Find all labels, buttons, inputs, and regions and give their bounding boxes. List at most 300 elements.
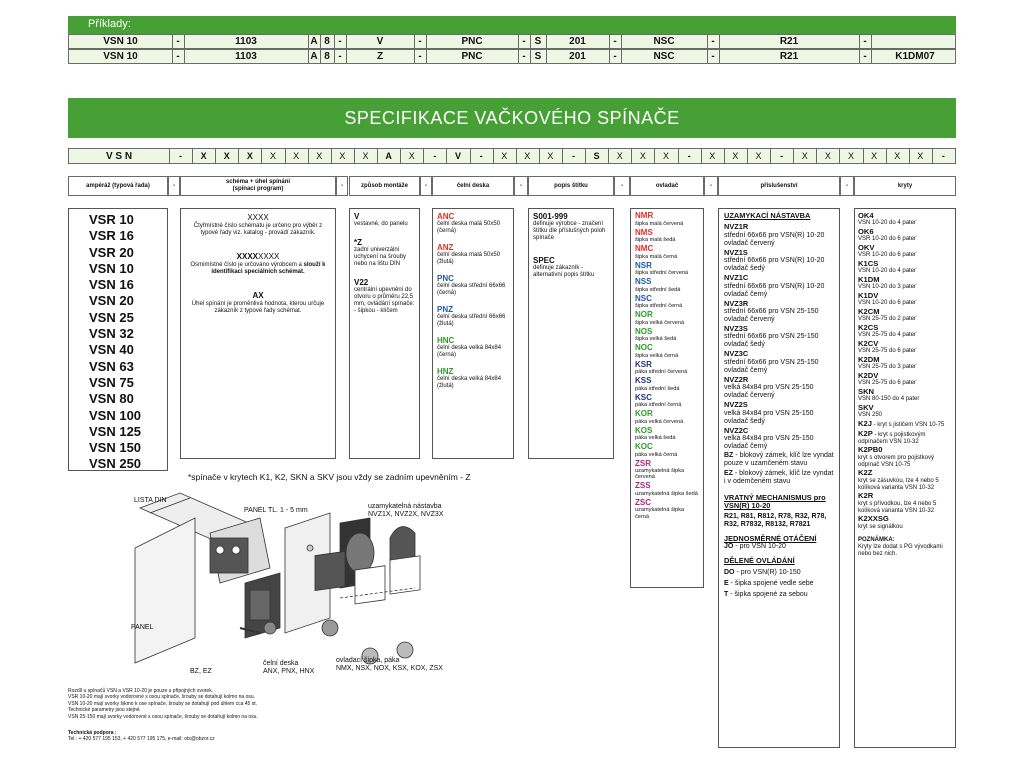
- handle-code: KOC: [635, 442, 653, 451]
- plate-text: čelní deska malá 50x50 (černá): [437, 221, 501, 234]
- header-cell: příslušenství: [718, 176, 840, 196]
- lock-text: velká 84x84 pro VSN 25-150 ovladač šedý: [724, 409, 814, 425]
- handle-plate-1: [315, 551, 345, 590]
- example-cell: 8: [324, 51, 330, 62]
- example-cell: VSN 10: [103, 36, 138, 47]
- dc-title: JEDNOSMĚRNÉ OTÁČENÍ: [724, 533, 817, 543]
- cover-item: [858, 372, 952, 387]
- cover-item: [858, 492, 952, 514]
- handle-item: [635, 377, 699, 392]
- size-item: VSN 125: [89, 423, 142, 439]
- header-cell: ampéráž (typová řada): [68, 176, 168, 196]
- handle-text: uzamykatelná šipka červená: [635, 468, 685, 481]
- label-handle-codes: NMX, NSX, NOX, KSX, KOX, ZSX: [336, 665, 443, 672]
- schema-text-8a: Osmimístné číslo je určováno výrobcem a: [190, 261, 304, 268]
- handle-text: páka velká šedá: [635, 435, 676, 441]
- cover-text: VSN 25-75 do 2 pater: [858, 316, 917, 323]
- mount-item: [354, 212, 415, 228]
- cover-code: K2R: [858, 491, 874, 501]
- cover-code: OKV: [858, 243, 875, 252]
- handle-code: KSR: [635, 359, 652, 369]
- plate-code: PNZ: [437, 305, 453, 314]
- handle-item: [635, 245, 699, 260]
- notes-block: [68, 688, 368, 720]
- code-cell: A: [385, 151, 392, 161]
- handle-text: šipka velká černá: [635, 352, 679, 359]
- example-cell: R21: [779, 36, 799, 47]
- examples-header: [68, 16, 956, 34]
- cover-text: VSN 250: [858, 412, 883, 419]
- handle-text: uzamykatelná šipka šedá: [635, 490, 698, 497]
- example-cell: -: [176, 36, 180, 47]
- ez-code: EZ: [724, 470, 733, 478]
- label-code: SPEC: [533, 256, 555, 265]
- plate-code: ANC: [437, 212, 455, 221]
- lock-code: NVZ1C: [724, 273, 749, 283]
- cover-code: K2PB0: [858, 445, 883, 455]
- example-row: [68, 49, 956, 64]
- cover-text: kryt se zásuvkou, lze 4 nebo 5 kolíková varianta VSN 10-32: [858, 477, 939, 491]
- lock-item: [724, 350, 834, 374]
- size-item: VSN 100: [89, 407, 142, 423]
- examples-title: Příklady:: [88, 18, 131, 30]
- label-bz-ez: BZ, EZ: [190, 668, 212, 675]
- label-lockable-codes: NVZ1X, NVZ2X, NVZ3X: [368, 511, 444, 518]
- div-item: [724, 569, 834, 577]
- handle-text: šipka malá červená: [635, 220, 684, 227]
- return-title: VRATNÝ MECHANISMUS pro VSN(R) 10-20: [724, 493, 826, 511]
- div-text: - pro VSN(R) 10-150: [734, 568, 801, 576]
- label-item: [533, 212, 609, 242]
- handle-code: ZSC: [635, 497, 651, 507]
- code-cell: X: [639, 151, 646, 161]
- header-cell: ovladač: [630, 176, 704, 196]
- handle-code: NMR: [635, 211, 654, 220]
- lock-text: střední 66x66 pro VSN(R) 10-20 ovladač černý: [724, 282, 825, 298]
- cover-item: [858, 340, 952, 355]
- size-item: VSN 20: [89, 293, 134, 309]
- cover-text: VSR 10-20 do 6 pater: [858, 236, 917, 243]
- handle-code: KSS: [635, 376, 652, 385]
- schema-code-8: [187, 252, 329, 261]
- handle-item: [635, 482, 699, 497]
- code-cell: S: [593, 151, 600, 161]
- code-cell: X: [547, 151, 554, 161]
- dc-code: JO: [724, 543, 734, 551]
- plate-item: [437, 212, 509, 235]
- code-cell: V S N: [105, 150, 133, 162]
- cover-code: K2DM: [858, 355, 880, 364]
- label-column: [528, 208, 614, 459]
- example-cell: 1103: [235, 36, 257, 47]
- lock-item: [724, 427, 834, 451]
- handle-code: NOR: [635, 310, 653, 319]
- example-cell: NSC: [653, 51, 675, 62]
- cover-text: VSN 80-150 do 4 pater: [858, 396, 920, 403]
- handle-code: NOC: [635, 343, 653, 352]
- header-cell: -: [840, 176, 854, 196]
- div-text: - šipka spojené za sebou: [728, 590, 808, 598]
- covers-column: [854, 208, 956, 748]
- size-item: VSN 40: [89, 342, 134, 358]
- code-cell: X: [709, 151, 716, 161]
- lock-item: [724, 223, 834, 247]
- cover-item: [858, 276, 952, 291]
- code-cell: -: [479, 151, 483, 161]
- example-cell: A: [310, 51, 318, 62]
- handle-item: [635, 328, 699, 343]
- cover-text: VSR 10-20 do 6 pater: [858, 252, 917, 259]
- schema-code-8-rest: XXXX: [258, 251, 280, 261]
- plate-text: čelní deska velká 84x84 (černá): [437, 345, 502, 358]
- cover-code: K2CM: [858, 307, 880, 316]
- lock-text: střední 66x66 pro VSN(R) 10-20 ovladač červený: [724, 231, 825, 247]
- plate-item: [437, 243, 509, 266]
- example-cell: 1103: [235, 51, 257, 62]
- handle-item: [635, 410, 699, 425]
- lock-code: NVZ2C: [724, 425, 749, 435]
- size-item: VSN 10: [89, 260, 134, 276]
- label-lockable-attachment: uzamykatelná nástavba: [368, 503, 442, 510]
- cover-item: [858, 308, 952, 323]
- handle-column: [630, 208, 704, 588]
- div-item: [724, 591, 834, 599]
- example-cell: -: [613, 36, 617, 47]
- example-cell: -: [863, 51, 867, 62]
- mount-code: *Z: [354, 238, 362, 247]
- code-cell: X: [270, 151, 277, 161]
- cover-text: kryt s otvorem pro pojistkový odpínač VSN 10-75: [858, 454, 935, 468]
- div-code: E: [724, 579, 729, 587]
- code-cell: -: [780, 151, 784, 161]
- header-cell: způsob montáže: [349, 176, 420, 196]
- lock-item: [724, 249, 834, 273]
- handle-code: KOS: [635, 425, 653, 435]
- code-cell: -: [687, 151, 691, 161]
- cover-item: [858, 228, 952, 243]
- example-cell: 8: [324, 36, 330, 47]
- example-cell: -: [711, 36, 715, 47]
- cover-item: [858, 515, 952, 530]
- header-cell: -: [704, 176, 718, 196]
- code-cell: -: [572, 151, 576, 161]
- example-cell: -: [711, 51, 715, 62]
- schema-text-ax: Úhel spínání je proměnlivá hodnota, kterou určuje zákazník z typové řady schémat.: [191, 300, 325, 315]
- panel-left: [135, 518, 195, 663]
- lock-code: NVZ3R: [724, 298, 749, 308]
- div-code: DO: [724, 568, 735, 576]
- bz-text: - blokový zámek, klíč lze vyndat pouze v uzamčeném stavu: [724, 452, 834, 468]
- cover-text: kryt se signálkou: [858, 523, 903, 530]
- cover-code: K2CS: [858, 323, 879, 332]
- example-cell: -: [863, 36, 867, 47]
- cover-code: K1DM: [858, 275, 880, 284]
- code-cell: X: [663, 151, 670, 161]
- example-row: [68, 34, 956, 49]
- handle-plate-2: [355, 566, 385, 604]
- mount-text: vestavné, do panelu: [354, 221, 408, 227]
- example-cell: -: [338, 36, 342, 47]
- handle-code: NSC: [635, 293, 652, 303]
- lock-text: velká 84x84 pro VSN 25-150 ovladač červený: [724, 384, 814, 400]
- handle-text: páka střední černá: [635, 402, 682, 408]
- cover-code: K1DV: [858, 291, 879, 300]
- handle-item: [635, 262, 699, 277]
- lock-code: NVZ3S: [724, 324, 748, 334]
- mount-code: V: [354, 212, 360, 221]
- code-cell: -: [179, 151, 183, 161]
- code-cell: X: [755, 151, 762, 161]
- example-cell: PNC: [461, 36, 483, 47]
- plate-text: čelní deska střední 66x66 (černá): [437, 283, 506, 296]
- code-cell: X: [824, 151, 831, 161]
- plate-text: čelní deska střední 66x66 (žlutá): [437, 314, 506, 327]
- schema-code-ax: AX: [252, 290, 264, 300]
- cover-item: [858, 446, 952, 468]
- label-panel-thickness: PANEL TL. 1 - 5 mm: [244, 507, 308, 514]
- label-item: [533, 256, 609, 279]
- handle-text: páka střední šedá: [635, 385, 680, 392]
- header-cell: -: [514, 176, 528, 196]
- example-cell: -: [418, 51, 422, 62]
- plate-text: čelní deska velká 84x84 (žlutá): [437, 376, 502, 389]
- handle-text: páka střední červená: [635, 369, 688, 375]
- label-front-plate: čelní deska: [263, 660, 299, 667]
- cover-code: K2CV: [858, 339, 879, 348]
- schema-text-8: [187, 262, 329, 277]
- lock-code: NVZ1R: [724, 222, 749, 232]
- note-line: VSR 10-20 mají svorky vodorovné s osou spínače, šrouby se dotahují kolmo na osu.: [68, 694, 256, 701]
- code-cell: -: [433, 151, 437, 161]
- mount-item: [354, 238, 415, 268]
- size-item: VSN 32: [89, 326, 134, 342]
- cover-item: [858, 469, 952, 491]
- code-cell: X: [246, 151, 253, 161]
- code-cell: X: [200, 151, 207, 161]
- ez-item: [724, 470, 834, 486]
- lock-text: střední 66x66 pro VSN(R) 10-20 ovladač šedý: [724, 257, 825, 273]
- handle-item: [635, 311, 699, 326]
- size-item: VSR 20: [89, 244, 134, 260]
- cover-item: [858, 212, 952, 227]
- cover-item: [858, 324, 952, 339]
- cover-text: - kryt s pojistkovým odpínačem VSN 10-32: [858, 431, 926, 445]
- cover-text: VSN 10-20 do 3 pater: [858, 284, 917, 291]
- cover-text: kryt s přívodkou, lze 4 nebo 5 kolíková varianta VSN 10-32: [858, 500, 937, 514]
- example-cell: 201: [569, 51, 586, 62]
- handle-item: [635, 361, 699, 376]
- div-title: DĚLENÉ OVLÁDÁNÍ: [724, 556, 795, 566]
- cover-note: Kryty lze dodat s PG vývodkami nebo bez nich.: [858, 543, 943, 557]
- handle-item: [635, 499, 699, 520]
- code-cell: V: [454, 151, 461, 161]
- label-front-plate-codes: ANX, PNX, HNX: [263, 668, 315, 675]
- handle-item: [635, 212, 699, 227]
- header-cell: -: [420, 176, 432, 196]
- example-cell: A: [310, 36, 318, 47]
- example-cell: -: [522, 51, 526, 62]
- handle-item: [635, 344, 699, 359]
- cover-code: OK4: [858, 211, 874, 220]
- footnote: *spínače v krytech K1, K2, SKN a SKV jsou vždy se zadním upevněním - Z: [188, 472, 471, 482]
- handle-item: [635, 394, 699, 409]
- handle-code: NSR: [635, 260, 652, 270]
- dc-text: - pro VSN 10-20: [733, 543, 786, 551]
- handle-item: [635, 278, 699, 293]
- cover-item: [858, 244, 952, 259]
- plate-item: [437, 305, 509, 328]
- cover-item: [858, 356, 952, 371]
- code-cell: X: [616, 151, 623, 161]
- cover-text: VSN 25-75 do 6 pater: [858, 348, 917, 355]
- header-cell: kryty: [854, 176, 956, 196]
- code-row: [68, 148, 956, 164]
- example-cell: -: [613, 51, 617, 62]
- lock-item: [724, 325, 834, 349]
- handle-item: [635, 460, 699, 481]
- mount-code: V22: [354, 278, 369, 287]
- note-line: VSN 10-20 mají svorky šikmo k ose spínače, šrouby se dotahují pod úhlem cca 45 st.: [68, 700, 257, 707]
- handle-code: NOS: [635, 326, 653, 336]
- lock-text: střední 66x66 pro VSN 25-150 ovladač červený: [724, 308, 819, 324]
- header-cell: -: [336, 176, 348, 196]
- example-cell: NSC: [653, 36, 675, 47]
- cover-text: VSN 10-20 do 4 pater: [858, 220, 917, 227]
- note-line: Rozdíl u spínačů VSN a VSR 10-20 je pouze u připojných svorek.: [68, 688, 214, 694]
- code-cell: X: [847, 151, 854, 161]
- header-cell: schéma + úhel spínání (spínací program): [180, 176, 336, 196]
- code-cell: X: [894, 151, 901, 161]
- size-item: VSR 16: [89, 228, 134, 244]
- handle-text: uzamykatelná šipka černá: [635, 507, 685, 520]
- handle-text: šipka malá černá: [635, 253, 678, 260]
- plate-code: HNZ: [437, 367, 454, 376]
- code-cell: X: [316, 151, 323, 161]
- return-codes: R21, R81, R812, R78, R32, R78, R32, R7832, R8132, R7821: [724, 512, 827, 529]
- example-cell: S: [534, 51, 542, 62]
- example-cell: -: [522, 36, 526, 47]
- code-cell: X: [362, 151, 369, 161]
- lock-code: NVZ2R: [724, 374, 749, 384]
- code-cell: -: [941, 151, 945, 161]
- example-cell: K1DM07: [895, 51, 935, 62]
- cover-item: [858, 430, 952, 446]
- lock-code: NVZ3C: [724, 349, 749, 359]
- cover-item: [858, 404, 952, 419]
- cover-code: K1CS: [858, 259, 879, 268]
- cover-item: [858, 388, 952, 403]
- cover-text: VSN 25-75 do 4 pater: [858, 332, 917, 339]
- cover-note-title: POZNÁMKA:: [858, 536, 895, 543]
- header-cell: -: [168, 176, 180, 196]
- accessories-column: [718, 208, 840, 748]
- cover-text: - kryt s jističem VSN 10-75: [871, 422, 945, 428]
- cover-code: OK6: [858, 227, 874, 236]
- lock-item: [724, 300, 834, 324]
- lock-code: NVZ2S: [724, 400, 748, 410]
- handle-item: [635, 229, 699, 244]
- code-cell: X: [223, 151, 230, 161]
- div-item: [724, 580, 834, 588]
- mount-text: centrální upevnění do otvoru o průměru 22,5 mm, ovládání spínače: - šipkou - klíčem: [354, 287, 415, 314]
- header-cell: čelní deska: [432, 176, 514, 196]
- example-cell: R21: [779, 51, 799, 62]
- handle-code: ZSS: [635, 481, 651, 491]
- code-cell: X: [524, 151, 531, 161]
- handle-text: šipka malá šedá: [635, 237, 676, 243]
- support-text: Tel.: + 420 577 195 153, + 420 577 195 175, e-mail: ots@obzor.cz: [68, 736, 215, 743]
- handle-item: [635, 295, 699, 310]
- handle-item: [635, 443, 699, 458]
- header-cell: popis štítku: [528, 176, 614, 196]
- cover-code: K2J: [858, 419, 872, 428]
- handle-code: KOR: [635, 409, 653, 418]
- example-cell: -: [176, 51, 180, 62]
- size-item: VSN 63: [89, 358, 134, 374]
- header-cell: -: [614, 176, 630, 196]
- handle-code: KSC: [635, 392, 652, 402]
- handle-code: NMS: [635, 227, 653, 237]
- bz-item: [724, 452, 834, 468]
- lock-text: střední 66x66 pro VSN 25-150 ovladač šedý: [724, 333, 819, 349]
- lock-title: UZAMYKACÍ NÁSTAVBA: [724, 211, 811, 220]
- note-line: VSN 25-150 mají svorky vodorovné s osou spínače, šrouby se dotahují kolmo na osu.: [68, 713, 258, 720]
- note-line: Technické parametry jsou stejné.: [68, 707, 141, 714]
- plate-code: PNC: [437, 274, 454, 283]
- size-item: VSN 75: [89, 374, 134, 390]
- example-cell: PNC: [461, 51, 483, 62]
- handle-code: ZSR: [635, 458, 651, 468]
- handle-text: šipka střední šedá: [635, 286, 681, 293]
- code-cell: X: [917, 151, 924, 161]
- code-cell: X: [339, 151, 346, 161]
- size-item: VSN 25: [89, 309, 134, 325]
- cover-code: K2XXSG: [858, 514, 889, 524]
- cover-code: K2Z: [858, 468, 873, 478]
- ez-text: - blokový zámek, klíč lze vyndat i v odemčeném stavu: [724, 470, 834, 486]
- size-item: VSN 80: [89, 391, 134, 407]
- example-cell: S: [534, 36, 542, 47]
- bz-code: BZ: [724, 452, 734, 460]
- size-item: VSN 16: [89, 277, 134, 293]
- handle-text: šipka velká šedá: [635, 336, 677, 342]
- schema-column: [180, 208, 336, 459]
- plate-code: ANZ: [437, 243, 454, 252]
- handle-text: páka velká červená: [635, 418, 684, 425]
- plate-column: [432, 208, 514, 459]
- cover-code: SKN: [858, 387, 875, 396]
- plate-item: [437, 336, 509, 359]
- schema-code-4: XXXX: [247, 213, 269, 222]
- lock-text: střední 66x66 pro VSN 25-150 ovladač černý: [724, 358, 819, 374]
- spec-title-bar: [68, 98, 956, 138]
- handle-code: NSS: [635, 277, 652, 286]
- mount-item: [354, 278, 415, 315]
- size-item: VSR 10: [89, 212, 134, 227]
- handle-code: NMC: [635, 244, 654, 253]
- handle-text: šipka střední červená: [635, 270, 689, 276]
- div-text: - šipka spojené vedle sebe: [728, 579, 814, 587]
- example-cell: Z: [376, 51, 384, 62]
- cover-text: VSN 10-20 do 4 pater: [858, 268, 917, 275]
- label-text: definuje zákazník - alternativní popis štítku: [533, 265, 595, 278]
- mount-column: [349, 208, 420, 459]
- handle-text: šipka střední černá: [635, 303, 683, 309]
- code-cell: X: [871, 151, 878, 161]
- cover-text: VSN 25-75 do 6 pater: [858, 380, 917, 387]
- example-cell: -: [338, 51, 342, 62]
- cover-item: [858, 260, 952, 275]
